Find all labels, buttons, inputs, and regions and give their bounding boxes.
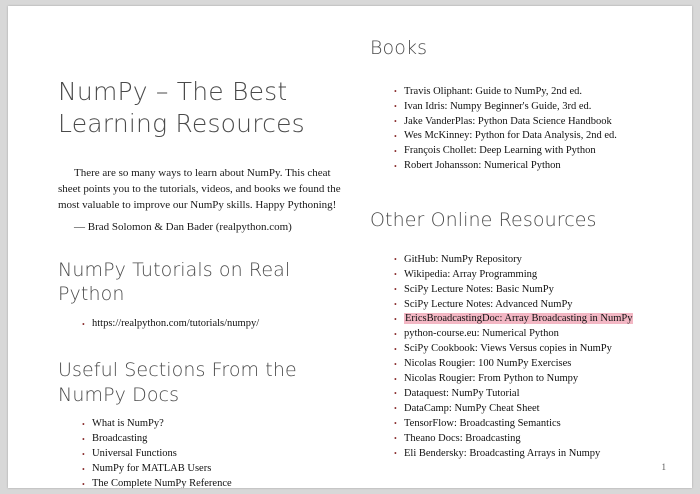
list-item[interactable]: • Eli Bendersky: Broadcasting Arrays in Numpy bbox=[394, 447, 670, 462]
page-number: 1 bbox=[661, 462, 666, 472]
list-item[interactable]: • SciPy Lecture Notes: Advanced NumPy bbox=[394, 298, 670, 313]
list-item[interactable]: • Dataquest: NumPy Tutorial bbox=[394, 387, 670, 402]
list-item[interactable]: • TensorFlow: Broadcasting Semantics bbox=[394, 417, 670, 432]
list-item[interactable]: • SciPy Lecture Notes: Basic NumPy bbox=[394, 283, 670, 298]
right-column bbox=[370, 36, 670, 462]
section-heading-tutorials: NumPy Tutorials on Real Python bbox=[58, 258, 291, 306]
list-item[interactable]: • Broadcasting bbox=[82, 432, 348, 447]
list-item[interactable]: • Wes McKinney: Python for Data Analysis, 2nd ed. bbox=[394, 129, 670, 144]
page-title: NumPy – The Best Learning Resources bbox=[58, 77, 305, 138]
books-list bbox=[370, 85, 670, 174]
list-item[interactable]: • SciPy Cookbook: Views Versus copies in NumPy bbox=[394, 342, 670, 357]
other-resources-list bbox=[370, 253, 670, 462]
section-heading-other-resources: Other Online Resources bbox=[370, 209, 597, 232]
list-item[interactable]: • François Chollet: Deep Learning with Python bbox=[394, 144, 670, 159]
spacer bbox=[370, 174, 670, 208]
tutorials-link[interactable]: https://realpython.com/tutorials/numpy/ bbox=[92, 318, 260, 330]
list-item[interactable]: • Jake VanderPlas: Python Data Science Handbook bbox=[394, 115, 670, 130]
spacer bbox=[370, 71, 670, 85]
spacer bbox=[58, 332, 348, 358]
list-item[interactable]: • Ivan Idris: Numpy Beginner's Guide, 3rd ed. bbox=[394, 100, 670, 115]
list-item[interactable]: • What is NumPy? bbox=[82, 417, 348, 432]
list-item[interactable]: • Nicolas Rougier: 100 NumPy Exercises bbox=[394, 357, 670, 372]
intro-paragraph: There are so many ways to learn about NumPy. This cheat sheet points you to the tutorials, videos, and books we found the most valuable to improve our NumPy skills. Happy Pythoning! bbox=[58, 167, 341, 211]
spacer bbox=[370, 243, 670, 253]
section-heading-books: Books bbox=[370, 37, 428, 59]
spacer bbox=[58, 236, 348, 258]
tutorials-list bbox=[58, 317, 348, 332]
useful-sections-list bbox=[58, 417, 348, 488]
list-item[interactable]: • python-course.eu: Numerical Python bbox=[394, 327, 670, 342]
highlighted-item-label: EricsBroadcastingDoc: Array Broadcasting in NumPy bbox=[405, 313, 633, 325]
list-item[interactable]: • Travis Oliphant: Guide to NumPy, 2nd ed. bbox=[394, 85, 670, 100]
byline: — Brad Solomon & Dan Bader (realpython.com) bbox=[74, 220, 292, 233]
section-heading-useful-sections: Useful Sections From the NumPy Docs bbox=[58, 359, 297, 406]
list-item[interactable]: • Nicolas Rougier: From Python to Numpy bbox=[394, 372, 670, 387]
left-column bbox=[58, 76, 348, 488]
list-item[interactable]: • GitHub: NumPy Repository bbox=[394, 253, 670, 268]
list-item[interactable]: • Theano Docs: Broadcasting bbox=[394, 432, 670, 447]
document-page bbox=[8, 6, 692, 488]
list-item[interactable] bbox=[82, 317, 348, 332]
list-item[interactable] bbox=[394, 312, 670, 327]
list-item[interactable]: • DataCamp: NumPy Cheat Sheet bbox=[394, 402, 670, 417]
list-item[interactable]: • The Complete NumPy Reference bbox=[82, 477, 348, 488]
list-item[interactable]: • Universal Functions bbox=[82, 447, 348, 462]
list-item[interactable]: • Wikipedia: Array Programming bbox=[394, 268, 670, 283]
list-item[interactable]: • NumPy for MATLAB Users bbox=[82, 462, 348, 477]
list-item[interactable]: • Robert Johansson: Numerical Python bbox=[394, 159, 670, 174]
